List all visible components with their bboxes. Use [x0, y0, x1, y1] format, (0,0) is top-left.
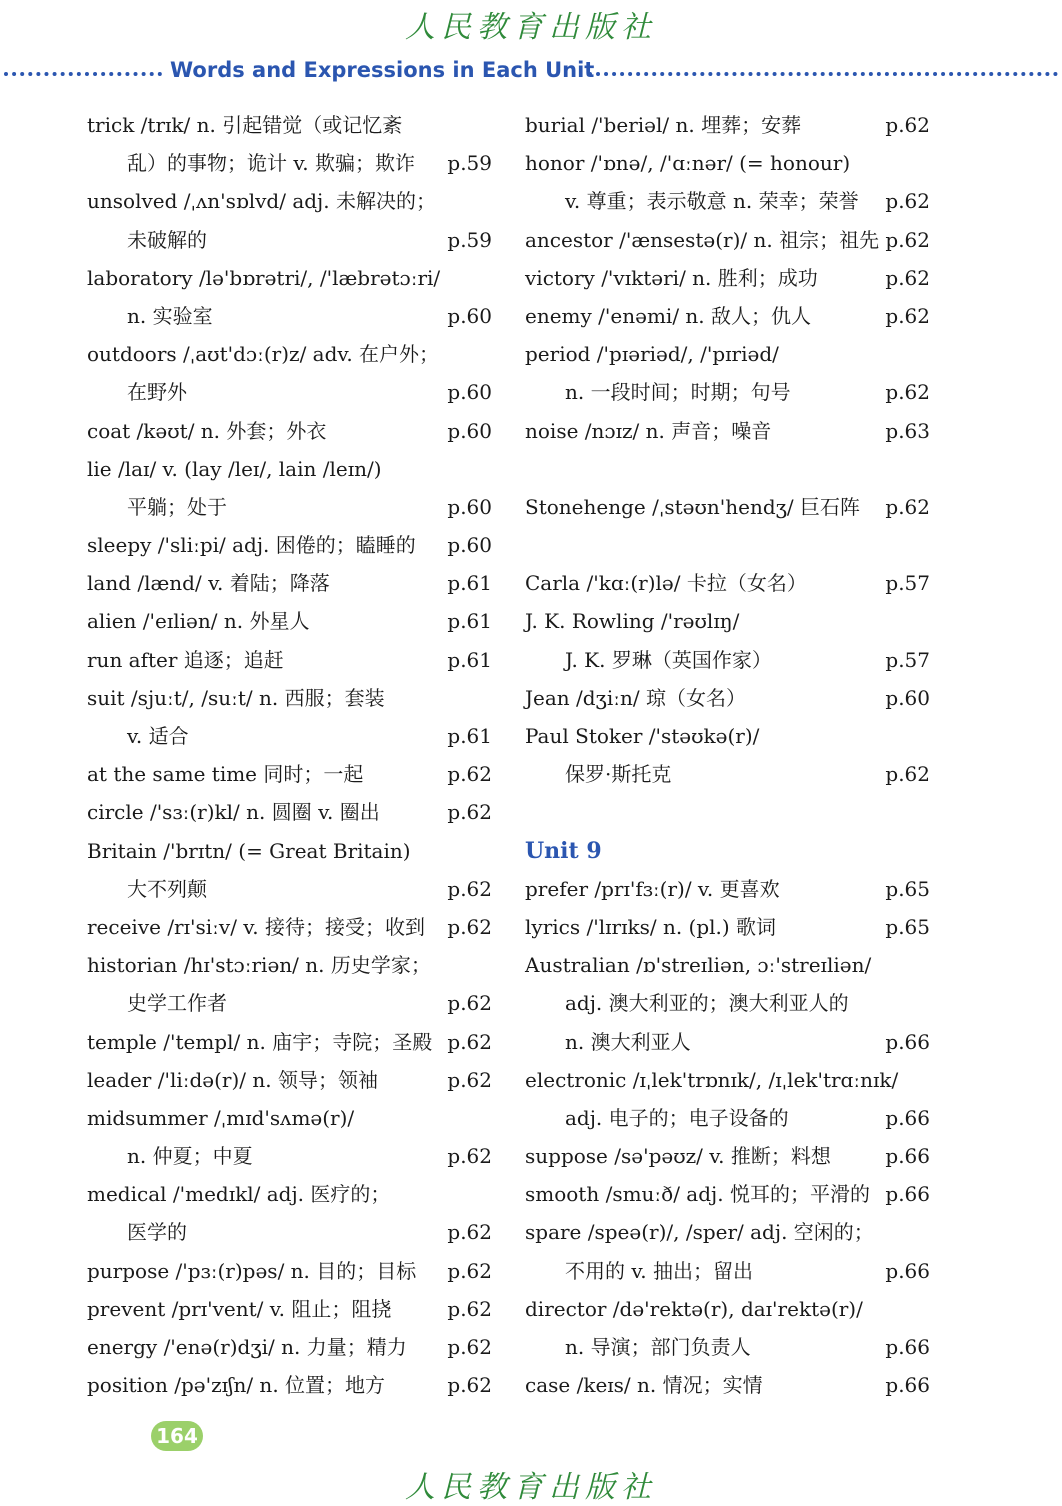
- vocab-line: [525, 755, 930, 793]
- vocab-line: [525, 488, 930, 526]
- vocab-entry-text: unsolved /ˌʌn'sɒlvd/ adj. 未解决的；: [87, 189, 436, 214]
- vocab-line: [525, 1137, 930, 1175]
- vocab-entry-text: run after 追逐；追赶: [87, 647, 284, 672]
- vocab-entry-text: 史学工作者: [127, 991, 227, 1016]
- vocab-entry-text: 在野外: [127, 380, 187, 405]
- vocab-line: [87, 1366, 492, 1404]
- vocab-entry-text: n. 澳大利亚人: [565, 1029, 691, 1054]
- page-reference: p.65: [885, 876, 930, 901]
- vocab-line: [87, 373, 492, 411]
- vocab-line: [87, 526, 492, 564]
- page-reference: p.66: [885, 1105, 930, 1130]
- publisher-logo-bottom: 人民教育出版社: [405, 1470, 657, 1505]
- vocab-entry-text: 保罗·斯托克: [565, 762, 672, 787]
- page-reference: p.66: [885, 1258, 930, 1283]
- vocab-line: [525, 679, 930, 717]
- page-reference: p.62: [447, 876, 492, 901]
- vocab-entry-text: ancestor /'ænsestə(r)/ n. 祖宗；祖先: [525, 227, 880, 252]
- vocab-entry-text: coat /kəʊt/ n. 外套；外衣: [87, 418, 327, 443]
- right-column: [525, 106, 930, 1404]
- vocab-entry-text: trick /trɪk/ n. 引起错觉（或记忆紊: [87, 113, 403, 137]
- vocab-line: [87, 335, 492, 373]
- page-reference: p.60: [447, 380, 492, 405]
- page-reference: p.60: [447, 418, 492, 443]
- page-reference: p.62: [447, 762, 492, 787]
- vocab-entry-text: position /pə'zɪʃn/ n. 位置；地方: [87, 1373, 386, 1398]
- vocab-entry-text: adj. 澳大利亚的；澳大利亚人的: [565, 991, 849, 1016]
- page-reference: p.61: [447, 609, 492, 634]
- vocab-line: [87, 1099, 492, 1137]
- vocab-line: [525, 1175, 930, 1213]
- vocab-line: [525, 946, 930, 984]
- vocab-line: [87, 297, 492, 335]
- dotted-rule-right: [588, 72, 1058, 76]
- page-reference: p.66: [885, 1335, 930, 1359]
- vocab-line: [525, 259, 930, 297]
- page-reference: p.62: [447, 991, 492, 1016]
- page-reference: p.62: [885, 265, 930, 290]
- publisher-logo-top: 人民教育出版社: [405, 10, 657, 45]
- vocab-entry-text: medical /'medɪkl/ adj. 医疗的；: [87, 1182, 391, 1207]
- vocab-entry-text: Carla /'kɑː(r)lə/ 卡拉（女名）: [525, 571, 807, 596]
- page-reference: p.62: [885, 189, 930, 214]
- vocab-entry-text: noise /nɔɪz/ n. 声音；噪音: [525, 418, 772, 443]
- page-number-badge: 164: [151, 1421, 203, 1451]
- page-reference: p.62: [885, 380, 930, 405]
- vocab-line: [525, 564, 930, 602]
- page-reference: p.62: [447, 1220, 492, 1245]
- unit-heading: [525, 832, 930, 870]
- page-reference: p.62: [885, 227, 930, 252]
- vocab-line: [87, 832, 492, 870]
- page-reference: p.60: [447, 494, 492, 519]
- vocab-line: [87, 106, 492, 144]
- page-reference: p.59: [447, 227, 492, 252]
- vocab-line: [87, 870, 492, 908]
- vocab-line: [87, 1290, 492, 1328]
- vocab-line: [525, 1213, 930, 1251]
- vocab-entry-text: midsummer /ˌmɪd'sʌmə(r)/: [87, 1105, 355, 1130]
- vocab-entry-text: n. 实验室: [127, 303, 213, 328]
- vocab-line: [87, 755, 492, 793]
- vocab-line: [87, 1175, 492, 1213]
- vocab-entry-text: Australian /ɒ'streɪliən, ɔː'streɪliən/: [525, 953, 872, 978]
- vocab-entry-text: suppose /sə'pəʊz/ v. 推断；料想: [525, 1144, 831, 1169]
- vocab-entry-text: sleepy /'sliːpi/ adj. 困倦的；瞌睡的: [87, 533, 416, 558]
- vocab-line: [525, 1061, 930, 1099]
- vocab-entry-text: prevent /prɪ'vent/ v. 阻止；阻挠: [87, 1296, 392, 1321]
- page-reference: p.61: [447, 647, 492, 672]
- vocab-entry-text: temple /'templ/ n. 庙宇；寺院；圣殿: [87, 1029, 433, 1054]
- vocab-entry-text: lyrics /'lɪrɪks/ n. (pl.) 歌词: [525, 914, 777, 939]
- page-reference: p.62: [447, 800, 492, 825]
- vocab-entry-text: adj. 电子的；电子设备的: [565, 1105, 789, 1130]
- vocab-line: [525, 450, 930, 488]
- page-reference: p.59: [447, 151, 492, 176]
- vocab-line: [87, 1213, 492, 1251]
- vocab-entry-text: laboratory /lə'bɒrətri/, /'læbrətɔːri/: [87, 265, 441, 290]
- vocab-line: [525, 793, 930, 831]
- vocab-line: [525, 1252, 930, 1290]
- vocab-line: [87, 1328, 492, 1366]
- page-reference: p.62: [447, 1296, 492, 1321]
- vocab-line: [525, 373, 930, 411]
- page-reference: p.66: [885, 1373, 930, 1398]
- vocab-line: [87, 182, 492, 220]
- vocab-line: [525, 221, 930, 259]
- vocab-line: [525, 717, 930, 755]
- vocab-entry-text: J. K. Rowling /'rəʊlɪŋ/: [525, 609, 740, 634]
- vocab-line: [87, 412, 492, 450]
- vocab-entry-text: suit /sjuːt/, /suːt/ n. 西服；套装: [87, 685, 385, 710]
- vocab-entry-text: Paul Stoker /'stəʊkə(r)/: [525, 724, 760, 748]
- vocab-line: [525, 641, 930, 679]
- page-reference: p.57: [885, 647, 930, 672]
- vocab-line: [87, 1252, 492, 1290]
- vocab-line: [87, 144, 492, 182]
- page-reference: p.60: [447, 533, 492, 558]
- page-reference: p.62: [447, 1258, 492, 1283]
- vocab-entry-text: smooth /smuːð/ adj. 悦耳的；平滑的: [525, 1182, 870, 1207]
- vocab-line: [87, 946, 492, 984]
- vocab-entry-text: n. 导演；部门负责人: [565, 1335, 751, 1359]
- page-reference: p.62: [885, 113, 930, 137]
- vocab-entry-text: 未破解的: [127, 227, 207, 252]
- vocab-entry-text: burial /'beriəl/ n. 埋葬；安葬: [525, 113, 802, 137]
- vocab-line: [87, 564, 492, 602]
- vocab-line: [87, 679, 492, 717]
- vocab-line: [87, 984, 492, 1022]
- vocab-line: [525, 335, 930, 373]
- vocab-line: [525, 106, 930, 144]
- vocab-line: [525, 1366, 930, 1404]
- vocab-line: [87, 602, 492, 640]
- vocab-line: [87, 450, 492, 488]
- vocab-entry-text: 大不列颠: [127, 876, 207, 901]
- vocab-entry-text: prefer /prɪ'fɜː(r)/ v. 更喜欢: [525, 876, 780, 901]
- page-reference: p.61: [447, 571, 492, 596]
- page-reference: p.62: [447, 1029, 492, 1054]
- vocab-line: [87, 488, 492, 526]
- vocab-line: [525, 1023, 930, 1061]
- vocab-entry-text: Unit 9: [525, 837, 602, 864]
- vocab-entry-text: enemy /'enəmi/ n. 敌人；仇人: [525, 303, 812, 328]
- page-reference: p.60: [885, 685, 930, 710]
- vocab-entry-text: land /lænd/ v. 着陆；降落: [87, 571, 330, 596]
- vocab-entry-text: n. 一段时间；时期；句号: [565, 380, 791, 405]
- page-reference: p.62: [447, 1335, 492, 1359]
- vocab-entry-text: v. 适合: [127, 724, 189, 748]
- vocab-line: [525, 1290, 930, 1328]
- vocab-entry-text: n. 仲夏；中夏: [127, 1144, 253, 1169]
- vocab-line: [87, 1023, 492, 1061]
- vocab-entry-text: 不用的 v. 抽出；留出: [565, 1258, 753, 1283]
- left-column: [87, 106, 492, 1404]
- vocab-entry-text: receive /rɪ'siːv/ v. 接待；接受；收到: [87, 914, 425, 939]
- vocab-entry-text: outdoors /ˌaʊt'dɔː(r)z/ adv. 在户外；: [87, 342, 440, 367]
- page-reference: p.60: [447, 303, 492, 328]
- page-reference: p.62: [447, 1067, 492, 1092]
- vocab-entry-text: lie /laɪ/ v. (lay /leɪ/, lain /leɪn/): [87, 456, 382, 481]
- page-reference: p.62: [447, 1144, 492, 1169]
- vocab-entry-text: case /keɪs/ n. 情况；实情: [525, 1373, 763, 1398]
- dotted-rule-left: [4, 72, 162, 76]
- vocab-line: [525, 870, 930, 908]
- vocab-entry-text: director /də'rektə(r), daɪ'rektə(r)/: [525, 1296, 863, 1321]
- section-title: Words and Expressions in Each Unit: [170, 58, 595, 82]
- vocab-line: [87, 717, 492, 755]
- vocab-line: [525, 297, 930, 335]
- vocab-line: [87, 1061, 492, 1099]
- vocab-entry-text: Jean /dʒiːn/ 琼（女名）: [525, 685, 746, 710]
- section-header: [0, 56, 1062, 90]
- vocab-line: [525, 984, 930, 1022]
- vocab-line: [87, 1137, 492, 1175]
- vocab-entry-text: v. 尊重；表示敬意 n. 荣幸；荣誉: [565, 189, 859, 214]
- vocab-line: [87, 908, 492, 946]
- vocab-entry-text: 乱）的事物；诡计 v. 欺骗；欺诈: [127, 151, 415, 176]
- vocab-line: [525, 412, 930, 450]
- vocab-line: [525, 602, 930, 640]
- vocab-line: [525, 182, 930, 220]
- vocab-entry-text: 医学的: [127, 1220, 187, 1245]
- vocab-line: [525, 1099, 930, 1137]
- vocab-entry-text: circle /'sɜː(r)kl/ n. 圆圈 v. 圈出: [87, 800, 380, 825]
- vocab-entry-text: spare /speə(r)/, /sper/ adj. 空闲的；: [525, 1220, 874, 1245]
- vocab-entry-text: victory /'vɪktəri/ n. 胜利；成功: [525, 265, 818, 290]
- page-reference: p.66: [885, 1182, 930, 1207]
- page-reference: p.62: [447, 914, 492, 939]
- vocab-entry-text: at the same time 同时；一起: [87, 762, 364, 787]
- vocab-line: [87, 221, 492, 259]
- vocab-line: [525, 1328, 930, 1366]
- page-reference: p.57: [885, 571, 930, 596]
- vocab-entry-text: J. K. 罗琳（英国作家）: [565, 647, 772, 672]
- vocab-line: [525, 144, 930, 182]
- vocab-entry-text: alien /'eɪliən/ n. 外星人: [87, 609, 310, 634]
- vocab-line: [87, 793, 492, 831]
- page-reference: p.66: [885, 1144, 930, 1169]
- page-reference: p.62: [885, 762, 930, 787]
- vocab-entry-text: honor /'ɒnə/, /'ɑːnər/ (= honour): [525, 151, 851, 176]
- vocab-line: [87, 259, 492, 297]
- vocab-entry-text: 平躺；处于: [127, 494, 227, 519]
- vocab-line: [525, 908, 930, 946]
- vocab-line: [525, 526, 930, 564]
- vocab-entry-text: energy /'enə(r)dʒi/ n. 力量；精力: [87, 1335, 407, 1359]
- page-reference: p.65: [885, 914, 930, 939]
- page-reference: p.62: [885, 494, 930, 519]
- page-reference: p.61: [447, 724, 492, 748]
- page-reference: p.62: [447, 1373, 492, 1398]
- vocab-line: [87, 641, 492, 679]
- vocab-entry-text: Britain /'brɪtn/ (= Great Britain): [87, 838, 411, 863]
- vocab-entry-text: Stonehenge /ˌstəʊn'hendʒ/ 巨石阵: [525, 494, 861, 519]
- vocab-entry-text: historian /hɪ'stɔːriən/ n. 历史学家；: [87, 953, 431, 978]
- page-reference: p.66: [885, 1029, 930, 1054]
- vocab-entry-text: electronic /ɪˌlek'trɒnɪk/, /ɪˌlek'trɑːnɪk/: [525, 1067, 899, 1092]
- vocab-entry-text: leader /'liːdə(r)/ n. 领导；领袖: [87, 1067, 378, 1092]
- vocab-entry-text: period /'pɪəriəd/, /'pɪriəd/: [525, 342, 779, 367]
- vocab-entry-text: purpose /'pɜː(r)pəs/ n. 目的；目标: [87, 1258, 417, 1283]
- page-reference: p.63: [885, 418, 930, 443]
- page-reference: p.62: [885, 303, 930, 328]
